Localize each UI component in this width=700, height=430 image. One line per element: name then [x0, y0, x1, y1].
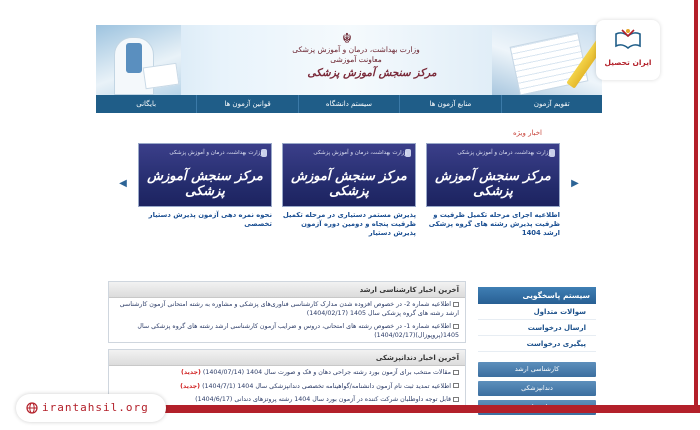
slider-prev-icon[interactable]: ◀ — [119, 178, 127, 189]
open-book-icon — [614, 28, 642, 50]
ministry-line2: معاونت آموزشی — [330, 55, 382, 64]
ministry-line1: وزارت بهداشت، درمان و آموزش پزشکی — [292, 45, 420, 54]
nav-item-exam-sources[interactable]: منابع آزمون ها — [399, 95, 500, 113]
globe-icon — [26, 402, 38, 414]
news-card-caption[interactable]: نحوه نمره دهی آزمون پذیرش دستیار تخصصی — [148, 211, 272, 228]
slider-next-icon[interactable]: ▶ — [571, 178, 579, 189]
nav-item-university-system[interactable]: سیستم دانشگاه — [298, 95, 399, 113]
news-card-caption[interactable]: پذیرش مستمر دستیاری در مرحله تکمیل ظرفیت پنجاه و دومین دوره آزمون پذیرش دستیار — [282, 211, 416, 237]
news-item-text[interactable]: مقالات منتخب برای آزمون بورد رشته جراحی دهان و فک و صورت سال 1404 (1404/07/14) — [202, 369, 451, 376]
banner-title: مرکز سنجش آموزش پزشکی — [435, 169, 551, 199]
site-header — [96, 25, 602, 95]
sidebar-item-track-request[interactable]: پیگیری درخواست — [478, 336, 596, 352]
news-banner-image[interactable] — [282, 143, 416, 207]
news-item-text[interactable]: قابل توجه داوطلبان شرکت کننده در آزمون بورد سال 1404 رشته پروتزهای دندانی (1404/6/17) — [195, 396, 451, 403]
list-item[interactable] — [109, 320, 465, 342]
iran-emblem-icon: ☬ — [342, 31, 352, 47]
list-item[interactable] — [109, 298, 465, 320]
nav-item-exam-rules[interactable]: قوانین آزمون ها — [196, 95, 297, 113]
sidebar-button-masters[interactable]: کارشناسی ارشد — [478, 362, 596, 377]
masters-news-title: آخرین اخبار کارشناسی ارشد — [109, 282, 465, 298]
document-icon — [453, 302, 459, 307]
nav-item-exam-calendar[interactable]: تقویم آزمون — [501, 95, 602, 113]
brand-logo — [596, 20, 660, 80]
sidebar-item-faq[interactable]: سوالات متداول — [478, 304, 596, 320]
news-item-text[interactable]: اطلاعیه تمدید ثبت نام آزمون دانشنامه/گواهینامه تخصصی دندانپزشکی سال 1404 (1404/7/1) — [202, 382, 451, 390]
news-slider — [119, 143, 579, 269]
brand-name: ایران تحصیل — [604, 58, 652, 67]
banner-ministry-text: وزارت بهداشت، درمان و آموزش پزشکی — [457, 150, 551, 156]
banner-ministry-text: وزارت بهداشت، درمان و آموزش پزشکی — [313, 150, 407, 156]
news-banner-image[interactable] — [426, 143, 560, 207]
masters-news-box — [108, 281, 466, 343]
news-banner-image[interactable] — [138, 143, 272, 207]
brand-band — [150, 405, 700, 413]
doctor-illustration — [96, 25, 181, 95]
site-page — [96, 25, 602, 430]
news-item-text[interactable]: اطلاعیه شماره 2- در خصوص افزوده شدن مدارک کارشناسی فناوری‌های پزشکی و مشاوره به رشته امتحانی آزمون کارشناسی ارشد رشته های گروه پزشکی سال 1405 (1404/02/17) — [119, 301, 459, 317]
document-icon — [453, 383, 459, 388]
document-icon — [453, 324, 459, 329]
ministry-name — [276, 45, 436, 65]
special-news-label: اخبار ویژه — [513, 129, 542, 137]
news-item-text[interactable]: اطلاعیه شماره 1- در خصوص رشته های امتحانی، دروس و ضرایب آزمون کارشناسی ارشد رشته های گروه پزشکی سال 1405(پروپوزال)(1404/02/17) — [137, 323, 459, 339]
center-name-logo: مرکز سنجش آموزش پزشکی — [307, 67, 437, 79]
news-card-caption[interactable]: اطلاعیه اجرای مرحله تکمیل ظرفیت و ظرفیت پذیرش رشته های گروه پزشکی ارشد 1404 — [428, 211, 560, 237]
document-icon — [453, 370, 459, 375]
news-card[interactable] — [282, 143, 416, 238]
banner-title: مرکز سنجش آموزش پزشکی — [291, 169, 407, 199]
site-url: irantahsil.org — [42, 401, 149, 414]
news-column — [108, 281, 466, 414]
sidebar-button-dentistry[interactable]: دندانپزشکی — [478, 381, 596, 396]
exam-sheet-illustration — [492, 25, 602, 95]
dentistry-news-title: آخرین اخبار دندانپزشکی — [109, 350, 465, 366]
list-item[interactable] — [109, 380, 465, 394]
news-card[interactable] — [426, 143, 560, 238]
new-badge: (جدید) — [180, 382, 201, 390]
list-item[interactable] — [109, 366, 465, 380]
main-nav — [96, 95, 602, 113]
sidebar-item-send-request[interactable]: ارسال درخواست — [478, 320, 596, 336]
banner-ministry-text: وزارت بهداشت، درمان و آموزش پزشکی — [169, 150, 263, 156]
document-icon — [453, 397, 459, 402]
new-badge: (جدید) — [180, 369, 201, 376]
sidebar — [478, 287, 596, 415]
support-system-title: سیستم پاسخگویی — [478, 287, 596, 304]
site-url-badge — [16, 394, 166, 422]
banner-title: مرکز سنجش آموزش پزشکی — [147, 169, 263, 199]
nav-item-archive[interactable]: بایگانی — [136, 100, 157, 108]
news-card[interactable] — [138, 143, 272, 229]
